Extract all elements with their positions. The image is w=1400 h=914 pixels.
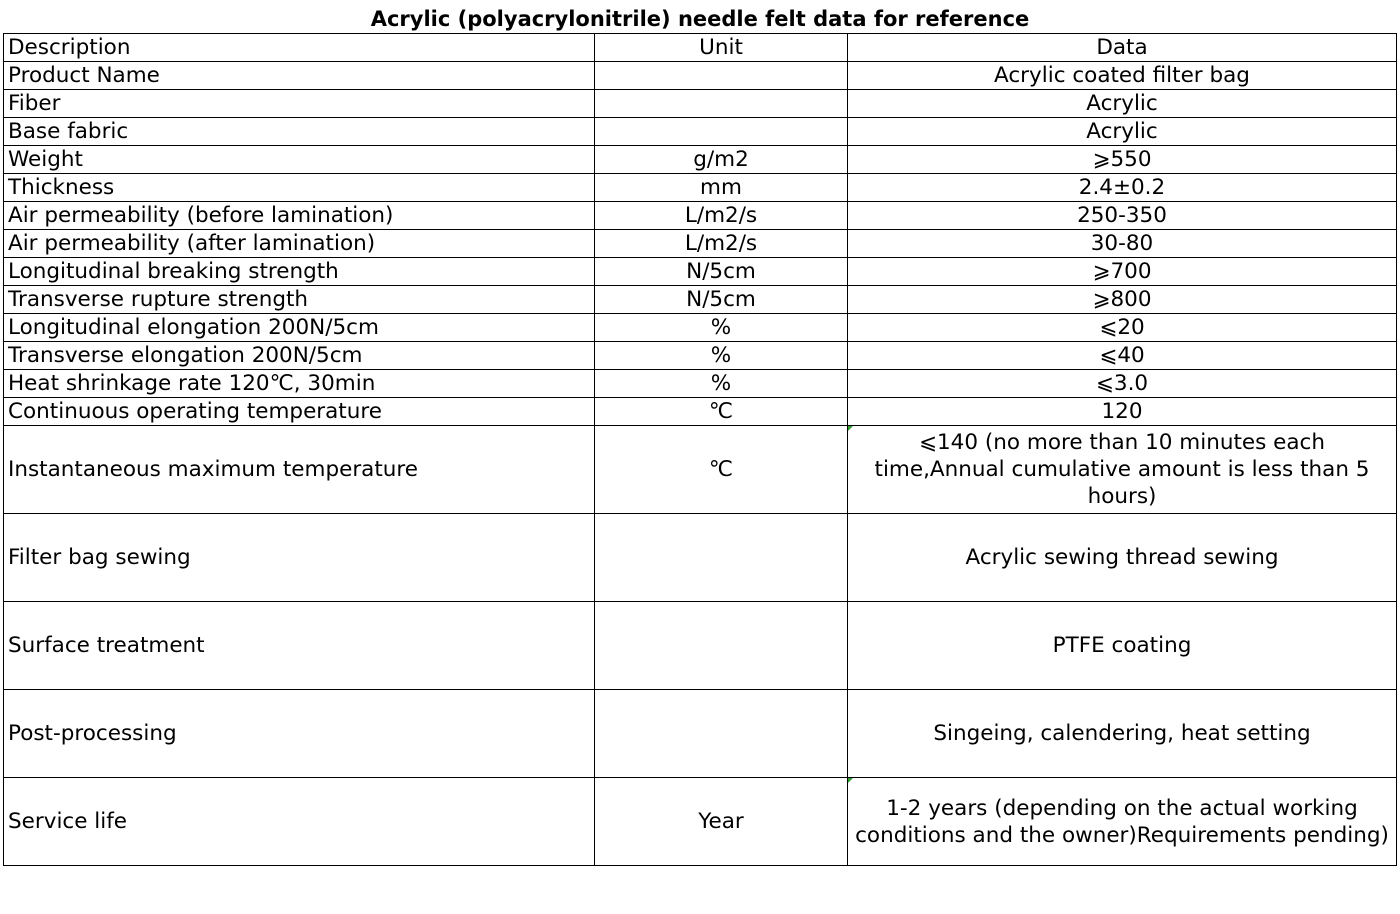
cell-description[interactable]: Heat shrinkage rate 120℃, 30min <box>4 370 595 398</box>
cell-unit[interactable]: Year <box>595 778 848 866</box>
table-row <box>4 90 1397 118</box>
cell-data[interactable]: Acrylic sewing thread sewing <box>848 514 1397 602</box>
cell-unit[interactable]: N/5cm <box>595 258 848 286</box>
cell-unit[interactable]: % <box>595 370 848 398</box>
table-row <box>4 778 1397 866</box>
table-title: Acrylic (polyacrylonitrile) needle felt data for reference <box>370 7 1030 31</box>
cell-description[interactable]: Service life <box>4 778 595 866</box>
table-row <box>4 342 1397 370</box>
cell-data[interactable]: Acrylic <box>848 118 1397 146</box>
cell-unit[interactable]: % <box>595 314 848 342</box>
cell-data-text: 1-2 years (depending on the actual working conditions and the owner)Requirements pending) <box>855 795 1389 848</box>
cell-data[interactable]: Acrylic coated filter bag <box>848 62 1397 90</box>
table-row <box>4 118 1397 146</box>
table-row <box>4 602 1397 690</box>
cell-data[interactable]: PTFE coating <box>848 602 1397 690</box>
cell-data[interactable]: ⩾800 <box>848 286 1397 314</box>
cell-unit[interactable]: % <box>595 342 848 370</box>
cell-unit[interactable] <box>595 602 848 690</box>
cell-data[interactable]: 250-350 <box>848 202 1397 230</box>
cell-description[interactable]: Air permeability (after lamination) <box>4 230 595 258</box>
cell-unit[interactable] <box>595 514 848 602</box>
table-row <box>4 230 1397 258</box>
cell-data[interactable] <box>848 778 1397 866</box>
table-header-row <box>4 34 1397 62</box>
cell-data[interactable]: 2.4±0.2 <box>848 174 1397 202</box>
cell-data[interactable]: Singeing, calendering, heat setting <box>848 690 1397 778</box>
comment-marker <box>848 778 853 783</box>
table-row <box>4 314 1397 342</box>
table-row <box>4 286 1397 314</box>
table-row <box>4 146 1397 174</box>
cell-description[interactable]: Filter bag sewing <box>4 514 595 602</box>
header-data[interactable]: Data <box>848 34 1397 62</box>
cell-description[interactable]: Base fabric <box>4 118 595 146</box>
table-row <box>4 202 1397 230</box>
spec-table <box>3 33 1397 866</box>
cell-unit[interactable] <box>595 690 848 778</box>
cell-description[interactable]: Product Name <box>4 62 595 90</box>
table-row <box>4 514 1397 602</box>
cell-data[interactable]: ⩾550 <box>848 146 1397 174</box>
cell-description[interactable]: Surface treatment <box>4 602 595 690</box>
cell-description[interactable]: Fiber <box>4 90 595 118</box>
table-row <box>4 62 1397 90</box>
cell-data[interactable]: ⩽40 <box>848 342 1397 370</box>
header-unit[interactable]: Unit <box>595 34 848 62</box>
cell-description[interactable]: Instantaneous maximum temperature <box>4 426 595 514</box>
cell-unit[interactable]: mm <box>595 174 848 202</box>
cell-data[interactable]: ⩾700 <box>848 258 1397 286</box>
cell-data[interactable]: ⩽20 <box>848 314 1397 342</box>
cell-unit[interactable]: L/m2/s <box>595 230 848 258</box>
table-row <box>4 370 1397 398</box>
table-row <box>4 174 1397 202</box>
cell-description[interactable]: Longitudinal elongation 200N/5cm <box>4 314 595 342</box>
cell-unit[interactable] <box>595 62 848 90</box>
table-row <box>4 426 1397 514</box>
cell-unit[interactable]: ℃ <box>595 426 848 514</box>
cell-description[interactable]: Post-processing <box>4 690 595 778</box>
header-description[interactable]: Description <box>4 34 595 62</box>
cell-description[interactable]: Transverse elongation 200N/5cm <box>4 342 595 370</box>
cell-description[interactable]: Thickness <box>4 174 595 202</box>
cell-unit[interactable] <box>595 90 848 118</box>
cell-data[interactable]: 30-80 <box>848 230 1397 258</box>
cell-unit[interactable]: N/5cm <box>595 286 848 314</box>
cell-description[interactable]: Weight <box>4 146 595 174</box>
table-row <box>4 258 1397 286</box>
cell-unit[interactable]: g/m2 <box>595 146 848 174</box>
cell-description[interactable]: Air permeability (before lamination) <box>4 202 595 230</box>
cell-data-text: ⩽140 (no more than 10 minutes each time,Annual cumulative amount is less than 5 hours) <box>874 430 1370 509</box>
table-row <box>4 398 1397 426</box>
cell-description[interactable]: Longitudinal breaking strength <box>4 258 595 286</box>
cell-data[interactable]: 120 <box>848 398 1397 426</box>
cell-data[interactable] <box>848 426 1397 514</box>
cell-unit[interactable]: ℃ <box>595 398 848 426</box>
table-row <box>4 690 1397 778</box>
cell-data[interactable]: Acrylic <box>848 90 1397 118</box>
cell-unit[interactable] <box>595 118 848 146</box>
cell-description[interactable]: Transverse rupture strength <box>4 286 595 314</box>
cell-unit[interactable]: L/m2/s <box>595 202 848 230</box>
cell-description[interactable]: Continuous operating temperature <box>4 398 595 426</box>
comment-marker <box>848 426 853 431</box>
cell-data[interactable]: ⩽3.0 <box>848 370 1397 398</box>
